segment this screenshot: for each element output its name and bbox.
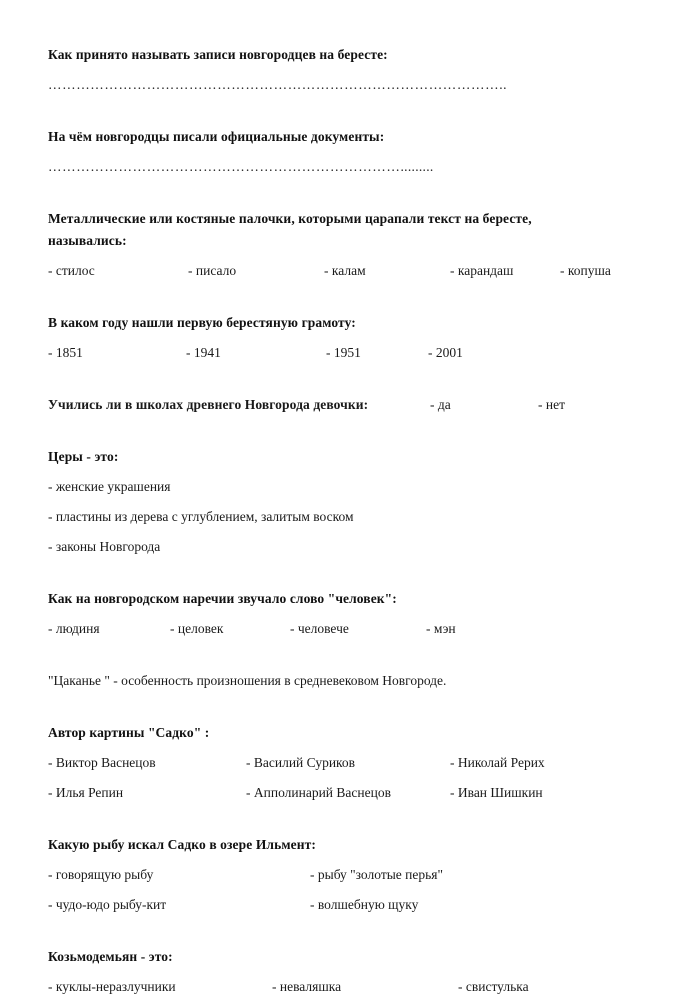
option-6-1[interactable]: - женские украшения bbox=[48, 479, 171, 494]
option-8-3[interactable]: - Николай Рерих bbox=[450, 755, 545, 770]
spacer bbox=[48, 468, 652, 476]
spacer bbox=[48, 692, 652, 722]
option-3-5[interactable]: - копуша bbox=[560, 263, 611, 278]
option-7-1[interactable]: - людиня bbox=[48, 621, 100, 636]
option-9-3[interactable]: - чудо-юдо рыбу-кит bbox=[48, 897, 167, 912]
question-block-6 bbox=[48, 446, 652, 558]
options-row-10 bbox=[48, 976, 652, 998]
question-2-text: На чём новгородцы писали официальные документы: bbox=[48, 129, 385, 144]
option-3-1[interactable]: - стилос bbox=[48, 263, 95, 278]
options-row-8a bbox=[48, 752, 652, 774]
option-8-1[interactable]: - Виктор Васнецов bbox=[48, 755, 156, 770]
question-block-1 bbox=[48, 44, 652, 96]
spacer bbox=[48, 886, 652, 894]
option-4-2[interactable]: - 1941 bbox=[186, 345, 221, 360]
question-4-text: В каком году нашли первую берестяную грамоту: bbox=[48, 315, 356, 330]
answer-line-2-tail: ......... bbox=[400, 159, 434, 174]
options-row-8b bbox=[48, 782, 652, 804]
options-row-3 bbox=[48, 260, 652, 282]
question-9-text: Какую рыбу искал Садко в озере Ильмент: bbox=[48, 837, 316, 852]
spacer bbox=[48, 96, 652, 126]
option-10-3[interactable]: - свистулька bbox=[458, 979, 529, 994]
spacer bbox=[48, 916, 652, 946]
question-6-text: Церы - это: bbox=[48, 449, 119, 464]
question-3-text-line2: назывались: bbox=[48, 233, 127, 248]
document-body bbox=[48, 44, 652, 998]
question-5-row bbox=[48, 394, 652, 416]
question-block-5 bbox=[48, 394, 652, 416]
question-7-text: Как на новгородском наречии звучало слово "человек": bbox=[48, 591, 397, 606]
spacer bbox=[48, 66, 652, 74]
question-5-text: Учились ли в школах древнего Новгорода девочки: bbox=[48, 397, 369, 412]
options-row-9b bbox=[48, 894, 652, 916]
options-row-4 bbox=[48, 342, 652, 364]
spacer bbox=[48, 528, 652, 536]
spacer bbox=[48, 804, 652, 834]
option-4-1[interactable]: - 1851 bbox=[48, 345, 83, 360]
option-5-1[interactable]: - да bbox=[430, 397, 451, 412]
answer-line-2[interactable] bbox=[48, 156, 652, 178]
question-block-10 bbox=[48, 946, 652, 998]
option-8-4[interactable]: - Илья Репин bbox=[48, 785, 124, 800]
spacer bbox=[48, 610, 652, 618]
spacer bbox=[48, 252, 652, 260]
question-block-7 bbox=[48, 588, 652, 640]
option-9-1[interactable]: - говорящую рыбу bbox=[48, 867, 154, 882]
option-3-2[interactable]: - писало bbox=[188, 263, 237, 278]
option-7-3[interactable]: - человече bbox=[290, 621, 349, 636]
question-block-4 bbox=[48, 312, 652, 364]
option-9-2[interactable]: - рыбу "золотые перья" bbox=[310, 867, 443, 882]
spacer bbox=[48, 178, 652, 208]
answer-line-1[interactable]: …………………………………………………………………………………….. bbox=[48, 77, 508, 92]
question-1-text: Как принято называть записи новгородцев на бересте: bbox=[48, 47, 388, 62]
question-8-text: Автор картины "Садко" : bbox=[48, 725, 210, 740]
spacer bbox=[48, 744, 652, 752]
spacer bbox=[48, 558, 652, 588]
options-row-7 bbox=[48, 618, 652, 640]
option-8-2[interactable]: - Василий Суриков bbox=[246, 755, 356, 770]
option-8-5[interactable]: - Апполинарий Васнецов bbox=[246, 785, 391, 800]
option-3-4[interactable]: - карандаш bbox=[450, 263, 514, 278]
question-3-text-line1: Металлические или костяные палочки, которыми царапали текст на бересте, bbox=[48, 211, 532, 226]
statement-block-1 bbox=[48, 670, 652, 692]
spacer bbox=[48, 856, 652, 864]
spacer bbox=[48, 416, 652, 446]
option-3-3[interactable]: - калам bbox=[324, 263, 366, 278]
option-10-2[interactable]: - неваляшка bbox=[272, 979, 342, 994]
options-row-9a bbox=[48, 864, 652, 886]
question-block-9 bbox=[48, 834, 652, 916]
question-10-text: Козьмодемьян - это: bbox=[48, 949, 173, 964]
option-4-4[interactable]: - 2001 bbox=[428, 345, 463, 360]
option-7-2[interactable]: - целовек bbox=[170, 621, 224, 636]
answer-line-2-main: ………………………………………………………………… bbox=[48, 159, 401, 174]
question-block-2 bbox=[48, 126, 652, 178]
question-block-3 bbox=[48, 208, 652, 282]
spacer bbox=[48, 640, 652, 670]
option-10-1[interactable]: - куклы-неразлучники bbox=[48, 979, 176, 994]
spacer bbox=[48, 774, 652, 782]
option-9-4[interactable]: - волшебную щуку bbox=[310, 897, 419, 912]
spacer bbox=[48, 334, 652, 342]
option-6-2[interactable]: - пластины из дерева с углублением, залитым воском bbox=[48, 509, 354, 524]
statement-1-text: "Цаканье " - особенность произношения в средневековом Новгороде. bbox=[48, 673, 447, 688]
option-8-6[interactable]: - Иван Шишкин bbox=[450, 785, 543, 800]
spacer bbox=[48, 364, 652, 394]
option-6-3[interactable]: - законы Новгорода bbox=[48, 539, 161, 554]
spacer bbox=[48, 968, 652, 976]
question-block-8 bbox=[48, 722, 652, 804]
option-5-2[interactable]: - нет bbox=[538, 397, 565, 412]
spacer bbox=[48, 148, 652, 156]
spacer bbox=[48, 498, 652, 506]
spacer bbox=[48, 282, 652, 312]
option-7-4[interactable]: - мэн bbox=[426, 621, 456, 636]
option-4-3[interactable]: - 1951 bbox=[326, 345, 361, 360]
